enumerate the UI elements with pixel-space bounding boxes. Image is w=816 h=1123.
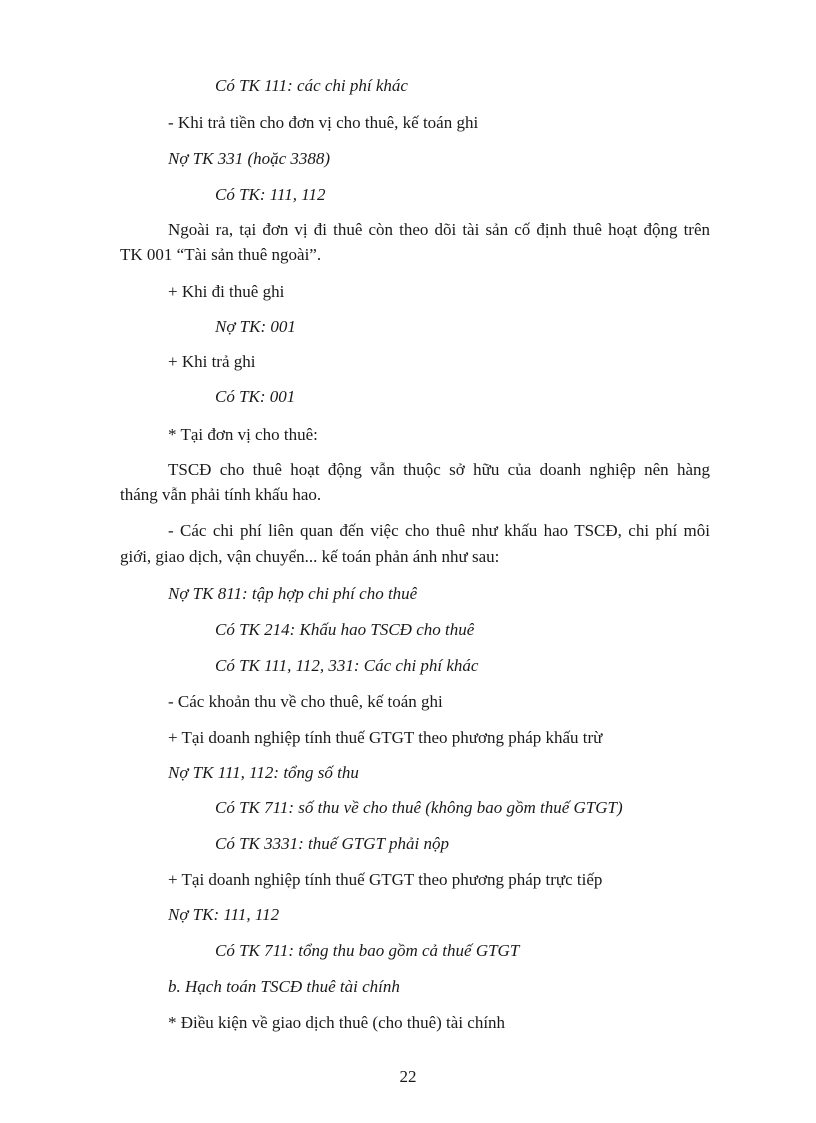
journal-credit-line: Có TK 111, 112, 331: Các chi phí khác [215,656,479,675]
subsection-heading: b. Hạch toán TSCĐ thuê tài chính [168,977,400,996]
paragraph-line: - Các khoản thu về cho thuê, kế toán ghi [168,692,443,711]
journal-credit-line: Có TK 214: Khấu hao TSCĐ cho thuê [215,620,475,639]
paragraph-line: TK 001 “Tài sản thuê ngoài”. [120,245,322,264]
paragraph-line: + Tại doanh nghiệp tính thuế GTGT theo phương pháp trực tiếp [168,870,603,889]
paragraph-line: + Khi đi thuê ghi [168,282,285,301]
journal-credit-line: Có TK 711: số thu về cho thuê (không bao gồm thuế GTGT) [215,798,623,817]
page-number: 22 [399,1067,417,1086]
paragraph-line: Ngoài ra, tại đơn vị đi thuê còn theo dõi tài sản cố định thuê hoạt động trên [168,220,710,239]
section-heading: * Điều kiện về giao dịch thuê (cho thuê) tài chính [168,1013,506,1032]
journal-debit-line: Nợ TK 331 (hoặc 3388) [168,149,331,168]
paragraph-line: - Các chi phí liên quan đến việc cho thuê như khấu hao TSCĐ, chi phí môi [168,521,710,540]
paragraph-line: - Khi trả tiền cho đơn vị cho thuê, kế toán ghi [168,113,479,132]
paragraph-line: TSCĐ cho thuê hoạt động vẫn thuộc sở hữu của doanh nghiệp nên hàng [168,460,710,479]
section-heading: * Tại đơn vị cho thuê: [168,425,318,444]
journal-credit-line: Có TK 3331: thuế GTGT phải nộp [215,834,449,853]
journal-credit-line: Có TK 711: tổng thu bao gồm cả thuế GTGT [215,941,520,960]
journal-credit-line: Có TK 111: các chi phí khác [215,76,408,95]
paragraph-line: giới, giao dịch, vận chuyển... kế toán phản ánh như sau: [120,547,500,566]
journal-debit-line: Nợ TK: 111, 112 [168,905,280,924]
journal-credit-line: Có TK: 111, 112 [215,185,326,204]
paragraph-line: + Khi trả ghi [168,352,256,371]
journal-debit-line: Nợ TK 111, 112: tổng số thu [168,763,359,782]
paragraph-line: + Tại doanh nghiệp tính thuế GTGT theo phương pháp khấu trừ [168,728,603,747]
journal-credit-line: Có TK: 001 [215,387,296,406]
paragraph-line: tháng vẫn phải tính khấu hao. [120,485,322,504]
journal-debit-line: Nợ TK: 001 [215,317,296,336]
journal-debit-line: Nợ TK 811: tập hợp chi phí cho thuê [168,584,418,603]
